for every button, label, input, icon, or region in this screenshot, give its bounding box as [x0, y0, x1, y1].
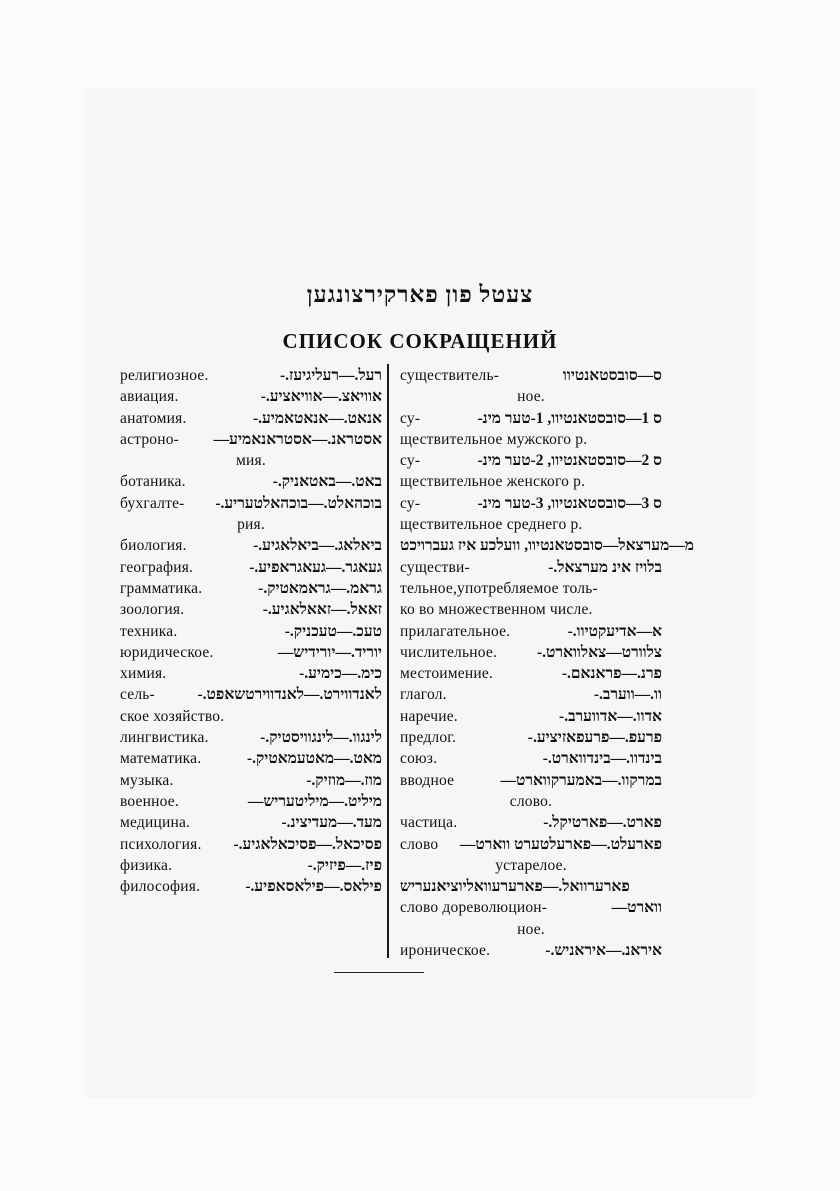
abbreviation-yiddish: ווארט— [611, 899, 662, 917]
abbreviation-russian: военное. [120, 792, 179, 810]
abbreviation-yiddish: יוריד.—יורידיש— [277, 643, 382, 661]
abbreviation-entry [400, 621, 662, 642]
abbreviation-russian-continuation: рия. [237, 516, 265, 534]
abbreviation-yiddish: מעד.—מעדיצינ.- [281, 814, 382, 832]
abbreviation-yiddish: רעל.—רעליגיעז.- [279, 367, 382, 384]
abbreviation-yiddish: לינגוו.—לינגוויסטיק.- [260, 729, 382, 747]
abbreviation-russian-continuation: ное. [517, 388, 545, 406]
abbreviation-russian: глагол. [400, 686, 447, 704]
abbreviation-russian: философия. [120, 878, 201, 896]
abbreviation-russian: география. [120, 558, 194, 576]
abbreviation-yiddish: בינדוו.—בינדווארט.- [542, 750, 662, 768]
abbreviation-russian: ботаника. [120, 473, 186, 491]
abbreviation-entry [120, 429, 382, 450]
abbreviation-russian-continuation: тельное,употребляемое толь- [400, 579, 598, 597]
abbreviation-yiddish: ביאלאג.—ביאלאגיע.- [253, 537, 382, 555]
abbreviation-yiddish: ס 2—סובסטאנטיוו, 2-טער מינ- [477, 452, 662, 470]
abbreviation-yiddish: מאט.—מאטעמאטיק.- [246, 750, 382, 768]
abbreviation-russian-continuation: ное. [517, 920, 545, 938]
abbreviation-yiddish: גראמ.—גראמאטיק.- [258, 579, 382, 597]
abbreviation-russian-continuation: ществительное мужского р. [400, 430, 588, 448]
column-divider [387, 364, 389, 958]
abbreviation-entry [400, 897, 662, 918]
abbreviation-entry [400, 748, 662, 769]
abbreviation-entry [400, 557, 662, 578]
abbreviation-entry [400, 684, 662, 705]
abbreviation-russian: числительное. [400, 643, 498, 661]
abbreviation-russian: физика. [120, 856, 173, 874]
abbreviation-russian: биология. [120, 537, 187, 555]
abbreviation-russian: зоология. [120, 601, 185, 619]
abbreviation-entry [400, 876, 662, 897]
abbreviation-russian-continuation: мия. [236, 452, 266, 470]
abbreviation-yiddish: וו.—ווערב.- [593, 686, 662, 704]
abbreviation-yiddish: ס 3—סובסטאנטיוו, 3-טער מינ- [477, 494, 662, 512]
abbreviation-russian: прилагательное. [400, 622, 511, 640]
bottom-rule [334, 972, 424, 973]
abbreviation-russian: су- [400, 494, 421, 512]
abbreviation-russian: математика. [120, 750, 202, 768]
abbreviation-russian: техника. [120, 622, 178, 640]
abbreviation-entry [120, 578, 382, 599]
abbreviation-yiddish: לאנדווירט.—לאנדווירטשאפט.- [197, 686, 382, 704]
abbreviation-russian: су- [400, 409, 421, 427]
abbreviation-entry [120, 535, 382, 556]
abbreviation-russian-continuation: слово. [509, 792, 553, 810]
abbreviation-entry [120, 855, 382, 876]
abbreviation-entry [400, 727, 662, 748]
abbreviation-russian: астроно- [120, 430, 180, 448]
abbreviation-entry [120, 791, 382, 812]
abbreviation-yiddish: במרקוו.—באמערקווארט— [500, 771, 662, 789]
abbreviation-entry [120, 663, 382, 684]
abbreviation-russian: химия. [120, 665, 167, 683]
abbreviation-russian: местоимение. [400, 665, 494, 683]
abbreviation-russian: ироническое. [400, 942, 491, 960]
abbreviation-entry [120, 493, 382, 514]
abbreviation-yiddish: בוכהאלט.—בוכהאלטעריע.- [215, 494, 382, 512]
abbreviation-entry [400, 535, 694, 556]
heading-russian: СПИСОК СОКРАЩЕНИЙ [282, 329, 558, 353]
abbreviation-yiddish: פרנ.—פראנאם.- [561, 665, 662, 683]
abbreviation-russian: музыка. [120, 771, 174, 789]
abbreviation-yiddish: פילאס.—פילאסאפיע.- [245, 878, 382, 896]
abbreviation-russian: медицина. [120, 814, 191, 832]
abbreviation-entry [400, 834, 662, 855]
abbreviation-russian: предлог. [400, 729, 457, 747]
abbreviation-yiddish: איראנ.—איראניש.- [545, 942, 662, 960]
abbreviation-entry [120, 386, 382, 407]
abbreviation-entry [400, 365, 662, 386]
abbreviation-russian-continuation: ское хозяйство. [120, 707, 225, 725]
abbreviation-russian: существитель- [400, 367, 500, 384]
left-column [120, 365, 382, 897]
abbreviation-entry [400, 940, 662, 961]
abbreviation-russian: слово [400, 835, 439, 853]
abbreviation-yiddish: פסיכאל.—פסיכאלאגיע.- [233, 835, 382, 853]
abbreviation-yiddish: צלוורט—צאלווארט.- [537, 643, 662, 661]
abbreviation-entry [120, 365, 382, 386]
abbreviation-russian: бухгалте- [120, 494, 185, 512]
abbreviation-russian: религиозное. [120, 367, 209, 384]
abbreviation-entry [120, 557, 382, 578]
abbreviation-entry [400, 770, 662, 791]
abbreviation-yiddish: אוויאצ.—אוויאציע.- [260, 388, 382, 406]
abbreviation-entry [400, 706, 662, 727]
abbreviation-russian: авиация. [120, 388, 179, 406]
abbreviation-entry [120, 408, 382, 429]
abbreviation-russian: психология. [120, 835, 202, 853]
abbreviation-yiddish: פארערוואל.—פארערעוואליוציאנעריש [400, 878, 630, 896]
abbreviation-russian: сель- [120, 686, 155, 704]
abbreviation-russian: лингвистика. [120, 729, 209, 747]
heading-yiddish: צעטל פון פארקירצונגען [306, 282, 534, 307]
abbreviation-entry [120, 471, 382, 492]
abbreviation-russian: слово дореволюцион- [400, 899, 548, 917]
abbreviation-yiddish: פארעלט.—פארעלטערט ווארט— [459, 835, 662, 853]
abbreviation-russian: вводное [400, 771, 455, 789]
abbreviation-yiddish: פיז.—פיזיק.- [307, 856, 382, 874]
right-column [400, 365, 694, 961]
abbreviation-entry [400, 812, 662, 833]
abbreviation-yiddish: מוז.—מוזיק.- [306, 771, 382, 789]
abbreviation-russian: су- [400, 452, 421, 470]
abbreviation-entry [120, 642, 382, 663]
abbreviation-russian-continuation: ко во множественном числе. [400, 601, 593, 619]
abbreviation-yiddish: פרעפ.—פרעפאזיציע.- [527, 729, 662, 747]
abbreviation-yiddish: ס 1—סובסטאנטיוו, 1-טער מינ- [477, 409, 662, 427]
abbreviation-russian: анатомия. [120, 409, 187, 427]
abbreviation-entry [400, 408, 662, 429]
abbreviation-russian: существи- [400, 558, 470, 576]
abbreviation-entry [120, 599, 382, 620]
abbreviation-yiddish: געאגר.—געאגראפיע.- [249, 558, 382, 576]
abbreviation-yiddish: א—אדיעקטיוו.- [567, 622, 662, 640]
abbreviation-yiddish: אסטראנ.—אסטראנאמיע— [213, 430, 382, 448]
abbreviation-entry [120, 812, 382, 833]
abbreviation-yiddish: ס—סובסטאנטיוו [562, 367, 662, 384]
abbreviation-entry [120, 748, 382, 769]
abbreviation-russian: частица. [400, 814, 458, 832]
abbreviation-entry [120, 834, 382, 855]
abbreviation-yiddish: מיליט.—מיליטעריש— [247, 792, 382, 810]
abbreviation-russian-continuation: ществительное среднего р. [400, 516, 583, 534]
abbreviation-entry [120, 770, 382, 791]
abbreviation-entry [400, 663, 662, 684]
abbreviation-yiddish: כימ.—כימיע.- [299, 665, 382, 683]
abbreviation-entry [120, 876, 382, 897]
abbreviation-russian-continuation: ществительное женского р. [400, 473, 586, 491]
abbreviation-entry [120, 684, 382, 705]
abbreviation-yiddish: בלויז אינ מערצאל.- [548, 558, 662, 576]
abbreviation-russian-continuation: устарелое. [495, 856, 567, 874]
abbreviation-yiddish: אדוו.—אדווערב.- [559, 707, 662, 725]
abbreviation-yiddish: מ—מערצאל—סובסטאנטיוו, וועלכע איז געברויכט [400, 537, 694, 555]
abbreviation-entry [120, 727, 382, 748]
abbreviation-yiddish: טעכ.—טעכניק.- [284, 622, 382, 640]
abbreviation-yiddish: זאאל.—זאאלאגיע.- [262, 601, 382, 619]
abbreviation-entry [400, 450, 662, 471]
abbreviation-yiddish: אנאט.—אנאטאמיע.- [252, 409, 382, 427]
abbreviation-russian: грамматика. [120, 579, 203, 597]
abbreviation-yiddish: פארט.—פארטיקל.- [543, 814, 662, 832]
abbreviation-russian: союз. [400, 750, 438, 768]
abbreviation-entry [120, 621, 382, 642]
abbreviation-entry [400, 493, 662, 514]
abbreviation-russian: юридическое. [120, 643, 214, 661]
abbreviation-russian: наречие. [400, 707, 458, 725]
abbreviation-yiddish: באט.—באטאניק.- [272, 473, 382, 491]
abbreviation-entry [400, 642, 662, 663]
